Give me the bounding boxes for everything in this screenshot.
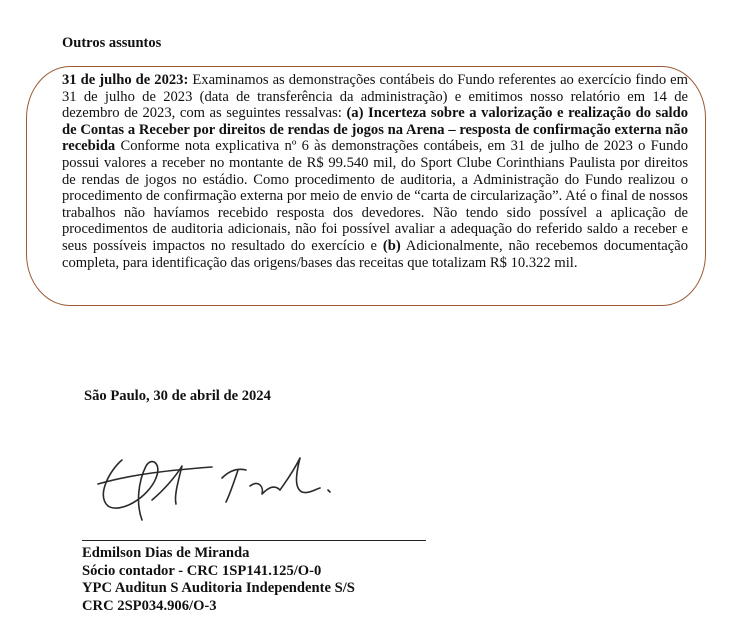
signer-block: [82, 545, 355, 615]
section-title: Outros assuntos: [62, 35, 162, 51]
signer-role: Sócio contador - CRC 1SP141.125/O-0: [82, 562, 322, 579]
paragraph-closing: Adicionalmente, não recebemos documentação completa, para identificação das origens/bases das receitas que totalizam R$ 10.322 mil.: [62, 237, 689, 271]
signer-firm: YPC Auditun S Auditoria Independente S/S: [82, 580, 355, 596]
audit-paragraph: [62, 72, 688, 271]
date-lead: 31 de julho de 2023:: [62, 72, 189, 88]
paragraph-intro: Examinamos as demonstrações contábeis do Fundo referentes ao exercício findo em 31 de julho de 2023 (data de transferência da administração) e emitimos nosso relatório em 14 de dezembro de 2023, com as seguintes ressalvas:: [62, 72, 688, 122]
paragraph-body: Conforme nota explicativa nº 6 às demonstrações contábeis, em 31 de julho de 2023 o Fundo possui valores a receber no montante de R$ 99.540 mil, do Sport Clube Corinthians Paulista por direitos de rendas de jogos no estádio. Como procedimento de auditoria, a Administração do Fundo realizou o procedimento de confirmação externa por meio de envio de “carta de circularização”. Até o final de nossos trabalhos não havíamos recebido resposta dos devedores. Não tendo sido possível a aplicação de procedimentos de auditoria adicionais, não foi possível avaliar a adequação do referido saldo a receber e seus possíveis impactos no resultado do exercício e: [62, 138, 688, 254]
signer-firm-crc: CRC 2SP034.906/O-3: [82, 597, 217, 614]
place-date: São Paulo, 30 de abril de 2024: [84, 388, 271, 404]
signer-name: Edmilson Dias de Miranda: [82, 545, 250, 561]
signature-line: [82, 540, 426, 541]
item-b-marker: (b): [382, 237, 401, 254]
handwritten-signature: [92, 440, 342, 530]
item-a-heading: (a) Incerteza sobre a valorização e realização do saldo de Contas a Receber por direitos de rendas de jogos na Arena – resposta de confirmação externa não recebida: [62, 105, 688, 155]
